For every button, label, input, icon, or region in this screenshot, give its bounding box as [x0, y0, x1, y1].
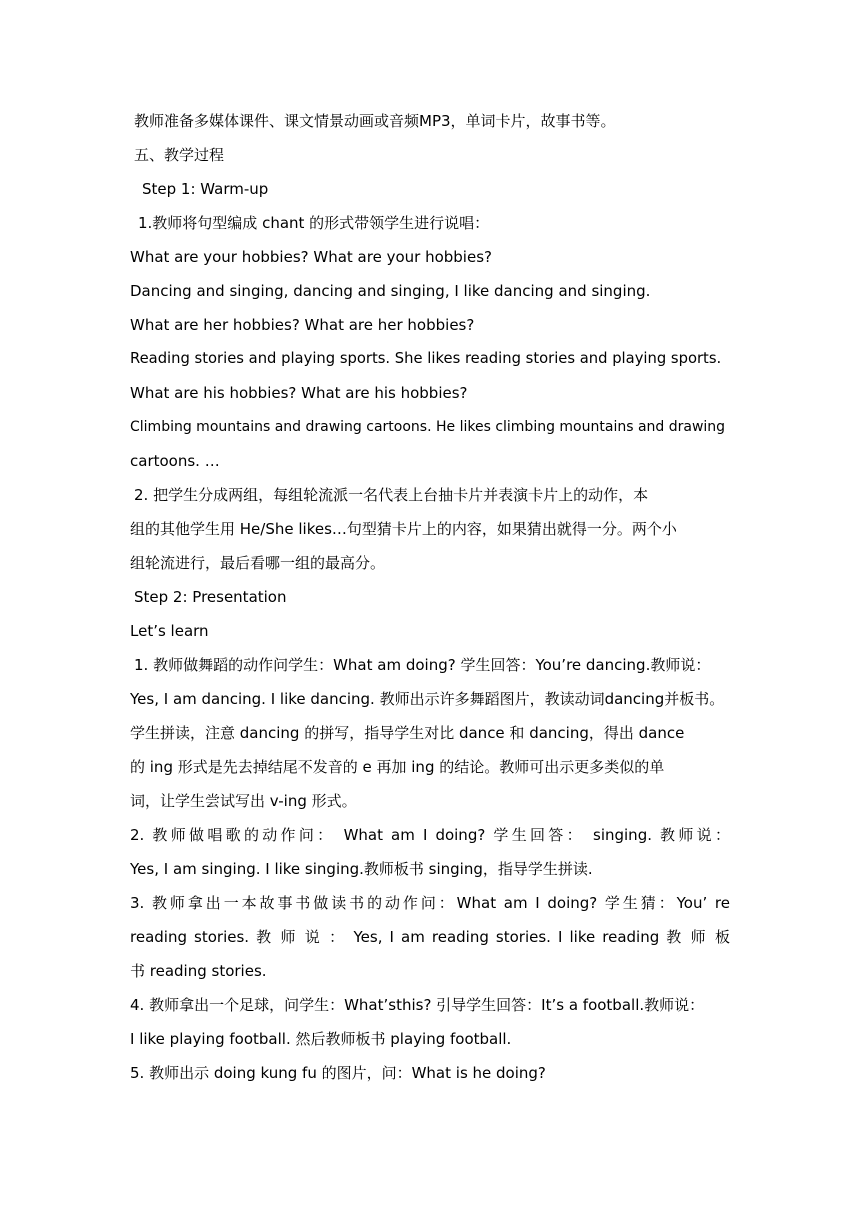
chant-line: What are his hobbies? What are his hobbies? — [130, 384, 468, 402]
text-line: 4. 教师拿出一个足球，问学生：What’sthis? 引导学生回答：It’s a football.教师说： — [130, 996, 705, 1014]
text-line: 词，让学生尝试写出 v-ing 形式。 — [130, 792, 357, 810]
text-line: 2. 教师做唱歌的动作问： What am I doing? 学生回答： singing. 教师说： — [130, 826, 730, 844]
text-line: 组轮流进行，最后看哪一组的最高分。 — [130, 554, 386, 572]
text-line: 1.教师将句型编成 chant 的形式带领学生进行说唱： — [138, 214, 490, 232]
text-line: 5. 教师出示 doing kung fu 的图片，问：What is he doing? — [130, 1064, 546, 1082]
text-line-materials: 教师准备多媒体课件、课文情景动画或音频MP3，单词卡片，故事书等。 — [134, 112, 616, 130]
text-line: 组的其他学生用 He/She likes…句型猜卡片上的内容，如果猜出就得一分。两个小 — [130, 520, 677, 538]
text-line: 书 reading stories. — [130, 962, 267, 980]
text-line: 的 ing 形式是先去掉结尾不发音的 e 再加 ing 的结论。教师可出示更多类似的单 — [130, 758, 665, 776]
text-line: reading stories. 教 师 说 ： Yes, I am reading stories. I like reading 教 师 板 — [130, 928, 730, 946]
text-line: 2. 把学生分成两组，每组轮流派一名代表上台抽卡片并表演卡片上的动作，本 — [134, 486, 649, 504]
chant-line: What are your hobbies? What are your hobbies? — [130, 248, 492, 266]
chant-line: Dancing and singing, dancing and singing, I like dancing and singing. — [130, 282, 651, 300]
chant-line: Climbing mountains and drawing cartoons. He likes climbing mountains and drawing — [130, 419, 726, 435]
text-line: 学生拼读，注意 dancing 的拼写，指导学生对比 dance 和 dancing，得出 dance — [130, 724, 685, 742]
chant-line: What are her hobbies? What are her hobbies? — [130, 316, 475, 334]
text-line: I like playing football. 然后教师板书 playing football. — [130, 1030, 512, 1048]
chant-line: Reading stories and playing sports. She likes reading stories and playing sports. — [130, 350, 722, 367]
step-heading-presentation: Step 2: Presentation — [134, 588, 287, 606]
text-line: 3. 教师拿出一本故事书做读书的动作问：What am I doing? 学生猜：You’ re — [130, 894, 730, 912]
step-heading-warm-up: Step 1: Warm-up — [142, 180, 269, 198]
text-line: 1. 教师做舞蹈的动作问学生：What am doing? 学生回答：You’re dancing.教师说： — [134, 656, 711, 674]
chant-line: cartoons. … — [130, 452, 220, 470]
document-body — [130, 104, 730, 1090]
subheading-lets-learn: Let’s learn — [130, 622, 209, 640]
section-heading-teaching-process: 五、教学过程 — [134, 146, 225, 164]
text-line: Yes, I am singing. I like singing.教师板书 singing，指导学生拼读. — [130, 860, 593, 878]
text-line: Yes, I am dancing. I like dancing. 教师出示许多舞蹈图片，教读动词dancing并板书。 — [130, 690, 725, 708]
